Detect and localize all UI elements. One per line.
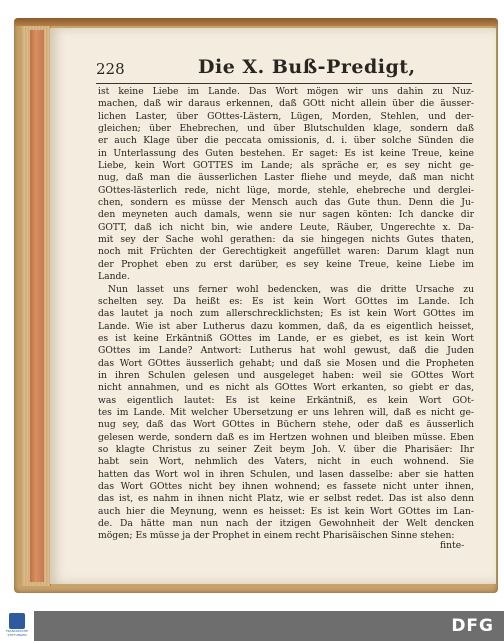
red-page-edge <box>30 30 44 582</box>
logo-text: FRANCKESCHE STIFTUNGEN <box>5 629 29 637</box>
text-line: er auch Klage über die peccata omissionis, d. i. über solche Sünden die <box>98 135 474 147</box>
text-line: hatten das Wort wol in ihren Schulen, und lasen dasselbe: aber sie hatten <box>98 468 474 480</box>
text-line: habt sein Wort, nehmlich des Vaters, nicht in euch wohnend. Sie <box>98 456 474 468</box>
text-line: mit sey der Sache wohl gerathen: da sie hingegen nichts Gutes thaten, <box>98 234 474 246</box>
text-line: de. Da hätte man nun nach der itzigen Gewohnheit der Welt dencken <box>98 518 474 530</box>
text-line: chen, sondern es müsse der Mensch auch das Gute thun. Denn die Ju- <box>98 197 474 209</box>
text-line: Lande. Wie ist aber Lutherus dazu kommen, daß, da es eigentlich heisset, <box>98 320 474 332</box>
text-line: nicht annahmen, und es nicht als GOttes Wort erkanten, so giebt er das, <box>98 382 474 394</box>
text-line: nug sey, daß das Wort GOttes in Büchern stehe, oder daß es äusserlich <box>98 419 474 431</box>
text-line: in Unterlassung des Guten bestehen. Er saget: Es ist keine Treue, keine <box>98 147 474 159</box>
text-line: ist keine Liebe im Lande. Das Wort mögen wir uns dahin zu Nuz- <box>98 86 474 97</box>
page-number: 228 <box>96 60 125 78</box>
dfg-logo[interactable]: DFG <box>451 616 494 636</box>
text-line: Liebe, kein Wort GOTTES im Lande; als spräche er, es sey nicht ge- <box>98 160 474 172</box>
text-line: noch mit Früchten der Gerechtigkeit angefüllet waren: Darum klagt nun <box>98 246 474 258</box>
text-line: das ist, es nahm in ihnen nicht Platz, wie er selbst redet. Das ist also denn <box>98 493 474 505</box>
text-line: den meyneten auch damals, wenn sie nur sagen könten: Ich dancke dir <box>98 209 474 221</box>
page-body-text <box>98 86 474 543</box>
text-line: nug, daß man die äusserlichen Laster fliehe und meyde, daß man nicht <box>98 172 474 184</box>
text-line: gleichen; über Ehebrechen, und über Blutschulden klage, sondern daß <box>98 123 474 135</box>
text-line: das Wort GOttes äusserlich gehabt; und daß sie Mosen und die Propheten <box>98 357 474 369</box>
text-line: was eigentlich lautet: Es ist keine Erkäntniß, es kein Wort GOt- <box>98 394 474 406</box>
text-line: der Prophet eben zu erst darüber, es sey keine Treue, keine Liebe im <box>98 258 474 270</box>
text-line: mögen; Es müsse ja der Prophet in einem recht Pharisäischen Sinne stehen: <box>98 530 455 542</box>
text-line: GOTT, daß ich nicht bin, wie andere Leute, Räuber, Ungerechte x. Da- <box>98 221 474 233</box>
header-rule <box>96 83 472 84</box>
text-line: GOttes im Lande? Antwort: Lutherus hat wohl gewust, daß die Juden <box>98 345 474 357</box>
text-line: so klagte Christus zu seiner Zeit beym Joh. V. über die Pharisäer: Ihr <box>98 443 474 455</box>
text-line: GOttes-lästerlich rede, nicht lüge, morde, stehle, ehebreche und derglei- <box>98 184 474 196</box>
text-line: tes im Lande. Mit welcher Ubersetzung er uns lehren will, daß es nicht ge- <box>98 406 474 418</box>
text-line: das Wort GOttes nicht bey ihnen wohnend; es fassete nicht unter ihnen, <box>98 481 474 492</box>
text-line: gelesen werde, sondern daß es im Hertzen wohnen und bleiben müsse. Eben <box>98 431 474 443</box>
text-line: Nun lasset uns ferner wohl bedencken, was die dritte Ursache zu <box>108 283 474 295</box>
cover-edge <box>14 18 498 26</box>
crest-icon <box>9 613 25 629</box>
text-line: schelten sey. Da heißt es: Es ist kein Wort GOttes im Lande. Ich <box>98 295 474 307</box>
text-line: in ihren Schulen gelesen und ausgeleget haben: weil sie GOttes Wort <box>98 369 474 381</box>
text-line: Lande. <box>98 271 130 283</box>
running-head: Die X. Buß-Predigt, <box>198 56 416 78</box>
text-line: es ist keine Erkäntniß GOttes im Lande, er es giebet, es ist kein Wort <box>98 332 474 344</box>
catchword: finte- <box>440 540 465 551</box>
text-line: auch hier die Meynung, wenn es heisset: Es ist kein Wort GOttes im Lan- <box>98 505 474 517</box>
text-line: lichen Laster, über GOttes-Lästern, Lügen, Morden, Stehlen, und der- <box>98 110 474 122</box>
text-line: das lautet ja noch zum allerschrecklichsten; Es ist kein Wort GOttes im <box>98 308 474 320</box>
text-line: machen, daß wir daraus erkennen, daß GOtt nicht allein über die äusser- <box>98 98 474 110</box>
viewer-footer-bar <box>0 611 504 641</box>
